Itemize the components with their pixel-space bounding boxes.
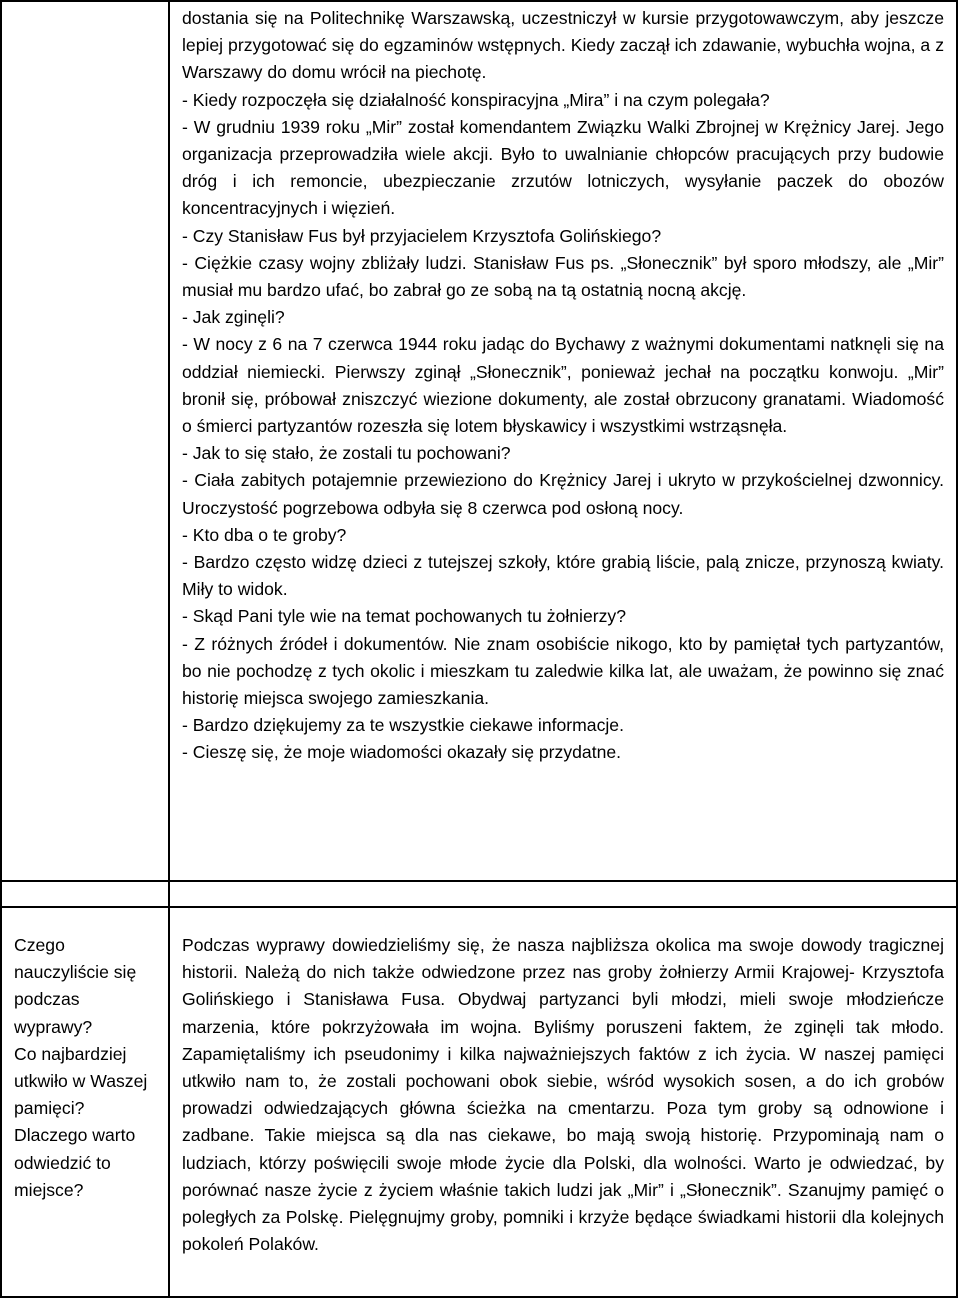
interview-answer: - Bardzo często widzę dzieci z tutejszej szkoły, które grabią liście, palą znicze, przynoszą kwiaty. Miły to widok. bbox=[182, 552, 944, 600]
interview-question: - Czy Stanisław Fus był przyjacielem Krzysztofa Golińskiego? bbox=[182, 225, 662, 246]
interview-answer: - Z różnych źródeł i dokumentów. Nie znam osobiście nikogo, kto by pamiętał tych partyzantów, bo nie pochodzę z tych okolic i mieszkam tu zaledwie kilka lat, ale uważam, że powinno się znać historię miejsca swojego zamieszkania. bbox=[182, 633, 944, 709]
reflection-answer bbox=[170, 908, 956, 1258]
reflection-row bbox=[1, 907, 957, 1297]
interview-question: - Kiedy rozpoczęła się działalność konspiracyjna „Mira” i na czym polegała? bbox=[182, 89, 770, 110]
interview-question: - Bardzo dziękujemy za te wszystkie ciekawe informacje. bbox=[182, 715, 624, 736]
interview-paragraph: dostania się na Politechnikę Warszawską, uczestniczył w kursie przygotowawczym, aby jeszcze lepiej przygotować się do egzaminów wstępnych. Kiedy zaczął ich zdawanie, wybuchła wojna, a z Warszawy do domu wrócił na piechotę. bbox=[182, 8, 944, 83]
interview-question: - Jak zginęli? bbox=[182, 307, 285, 328]
question-learned: Czego nauczyliście się podczas wyprawy? bbox=[14, 935, 137, 1037]
interview-text bbox=[170, 2, 956, 767]
reflection-answer-text: Podczas wyprawy dowiedzieliśmy się, że nasza najbliższa okolica ma swoje dowody tragicznej historii. Należą do nich także odwiedzone przez nas groby żołnierzy Armii Krajowej- Krzysztofa Golińskiego i Stanisława Fusa. Obydwaj partyzanci byli młodzi, mieli swoje młodzieńcze marzenia, które pokrzyżowała im wojna. Byliśmy poruszeni faktem, że zginęli tak młodo. Zapamiętaliśmy ich pseudonimy i kilka najważniejszych faktów z ich życia. W naszej pamięci utkwiło nam to, że zostali pochowani obok siebie, wśród wysokich sosen, a do ich grobów prowadzi odwiedzających główna ścieżka na cmentarzu. Poza tym groby są odnowione i zadbane. Takie miejsca są dla nas ciekawe, bo mają swoją historię. Przypominają nam o ludziach, którzy poświęcili swoje młode życie dla Polski, dla wolności. Warto je odwiedzać, by porównać nasze życie z życiem właśnie takich ludzi jak „Mir” i „Słonecznik”. Szanujmy pamięć o poległych za Polskę. Pielęgnujmy groby, pomniki i krzyże będące świadkami historii dla kolejnych pokoleń Polaków. bbox=[182, 935, 944, 1255]
interview-answer: - W grudniu 1939 roku „Mir” został komendantem Związku Walki Zbrojnej w Krężnicy Jarej. Jego organizacja przeprowadziła wiele akcji. Było to uwalnianie chłopców pracujących przy budowie dróg i ich remoncie, ubezpieczanie zrzutów lotniczych, wysyłanie paczek do obozów koncentracyjnych i więzień. bbox=[182, 116, 944, 219]
interview-question: - Jak to się stało, że zostali tu pochowani? bbox=[182, 443, 511, 464]
interview-answer: - Ciężkie czasy wojny zbliżały ludzi. Stanisław Fus ps. „Słonecznik” był sporo młodszy, ale „Mir” musiał mu bardzo ufać, bo zabrał go ze sobą na tą ostatnią nocną akcję. bbox=[182, 252, 944, 301]
interview-answer: - Cieszę się, że moje wiadomości okazały się przydatne. bbox=[182, 742, 622, 763]
interview-question: - Kto dba o te groby? bbox=[182, 524, 347, 545]
reflection-questions bbox=[2, 908, 168, 1204]
interview-answer: - W nocy z 6 na 7 czerwca 1944 roku jadąc do Bychawy z ważnymi dokumentami natknęli się na oddział niemiecki. Pierwszy zginął „Słonecznik”, ponieważ jechał na początku konwoju. „Mir” bronił się, próbował zniszczyć wiezione dokumenty, ale został obrzucony granatami. Wiadomość o śmierci partyzantów rozeszła się lotem błyskawicy i wszystkimi wstrząsnęła. bbox=[182, 334, 944, 437]
reflection-answer-cell bbox=[169, 907, 957, 1297]
question-why-visit: Dlaczego warto odwiedzić to miejsce? bbox=[14, 1125, 136, 1200]
interview-answer: - Ciała zabitych potajemnie przewieziono do Krężnicy Jarej i ukryto w przykościelnej dzwonnicy. Uroczystość pogrzebowa odbyła się 8 czerwca pod osłoną nocy. bbox=[182, 470, 944, 518]
table-gap-row bbox=[1, 881, 957, 907]
reflection-question-cell bbox=[1, 907, 169, 1297]
interview-cell bbox=[169, 1, 957, 881]
question-remembered: Co najbardziej utkwiło w Waszej pamięci? bbox=[14, 1043, 148, 1119]
interview-label-cell bbox=[1, 1, 169, 881]
interview-row bbox=[1, 1, 957, 881]
interview-question: - Skąd Pani tyle wie na temat pochowanych tu żołnierzy? bbox=[182, 606, 626, 627]
